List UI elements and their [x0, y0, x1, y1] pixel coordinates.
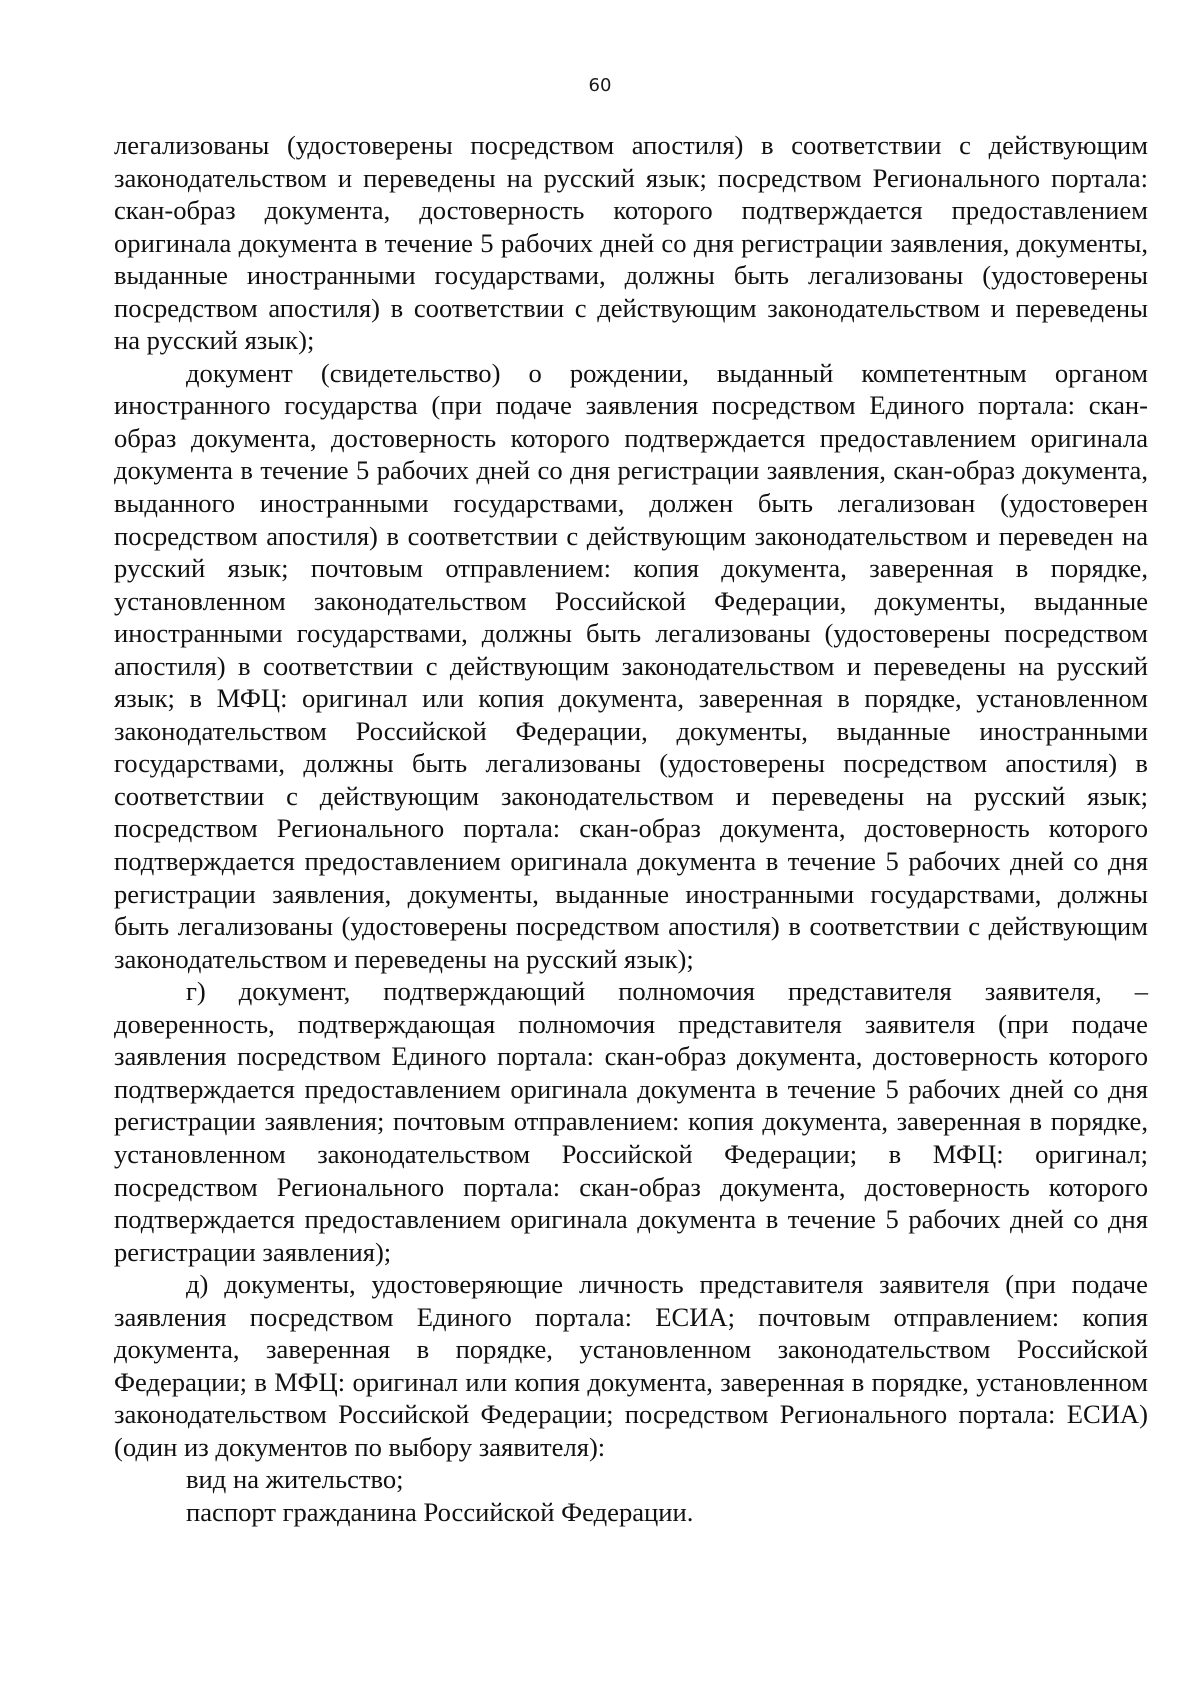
document-body [114, 129, 1148, 1529]
paragraph-continuation: легализованы (удостоверены посредством апостиля) в соответствии с действующим законодательством и переведены на русский язык; посредством Регионального портала: скан-образ документа, достоверность которого подтверждается предоставлением оригинала документа в течение 5 рабочих дней со дня регистрации заявления, документы, выданные иностранными государствами, должны быть легализованы (удостоверены посредством апостиля) в соответствии с действующим законодательством и переведены на русский язык); [114, 130, 1148, 356]
paragraph-item-g: г) документ, подтверждающий полномочия представителя заявителя, – доверенность, подтверждающая полномочия представителя заявителя (при подаче заявления посредством Единого портала: скан-образ документа, достоверность которого подтверждается предоставлением оригинала документа в течение 5 рабочих дней со дня регистрации заявления; почтовым отправлением: копия документа, заверенная в порядке, установленном законодательством Российской Федерации; в МФЦ: оригинал; посредством Регионального портала: скан-образ документа, достоверность которого подтверждается предоставлением оригинала документа в течение 5 рабочих дней со дня регистрации заявления); [114, 976, 1148, 1267]
list-item-residence-permit: вид на жительство; [186, 1464, 404, 1495]
paragraph-birth-certificate: документ (свидетельство) о рождении, выданный компетентным органом иностранного государства (при подаче заявления посредством Единого портала: скан-образ документа, достоверность которого подтверждается предоставлением оригинала документа в течение 5 рабочих дней со дня регистрации заявления, скан-образ документа, выданного иностранными государствами, должен быть легализован (удостоверен посредством апостиля) в соответствии с действующим законодательством и переведен на русский язык; почтовым отправлением: копия документа, заверенная в порядке, установленном законодательством Российской Федерации, документы, выданные иностранными государствами, должны быть легализованы (удостоверены посредством апостиля) в соответствии с действующим законодательством и переведены на русский язык; в МФЦ: оригинал или копия документа, заверенная в порядке, установленном законодательством Российской Федерации, документы, выданные иностранными государствами, должны быть легализованы (удостоверены посредством апостиля) в соответствии с действующим законодательством и переведены на русский язык; посредством Регионального портала: скан-образ документа, достоверность которого подтверждается предоставлением оригинала документа в течение 5 рабочих дней со дня регистрации заявления, документы, выданные иностранными государствами, должны быть легализованы (удостоверены посредством апостиля) в соответствии с действующим законодательством и переведены на русский язык); [114, 357, 1148, 974]
page-number: 60 [588, 75, 612, 96]
paragraph-item-d: д) документы, удостоверяющие личность представителя заявителя (при подаче заявления посредством Единого портала: ЕСИА; почтовым отправлением: копия документа, заверенная в порядке, установленном законодательством Российской Федерации; в МФЦ: оригинал или копия документа, заверенная в порядке, установленном законодательством Российской Федерации; посредством Регионального портала: ЕСИА) (один из документов по выбору заявителя): [114, 1269, 1148, 1462]
list-item-passport: паспорт гражданина Российской Федерации. [186, 1496, 694, 1527]
